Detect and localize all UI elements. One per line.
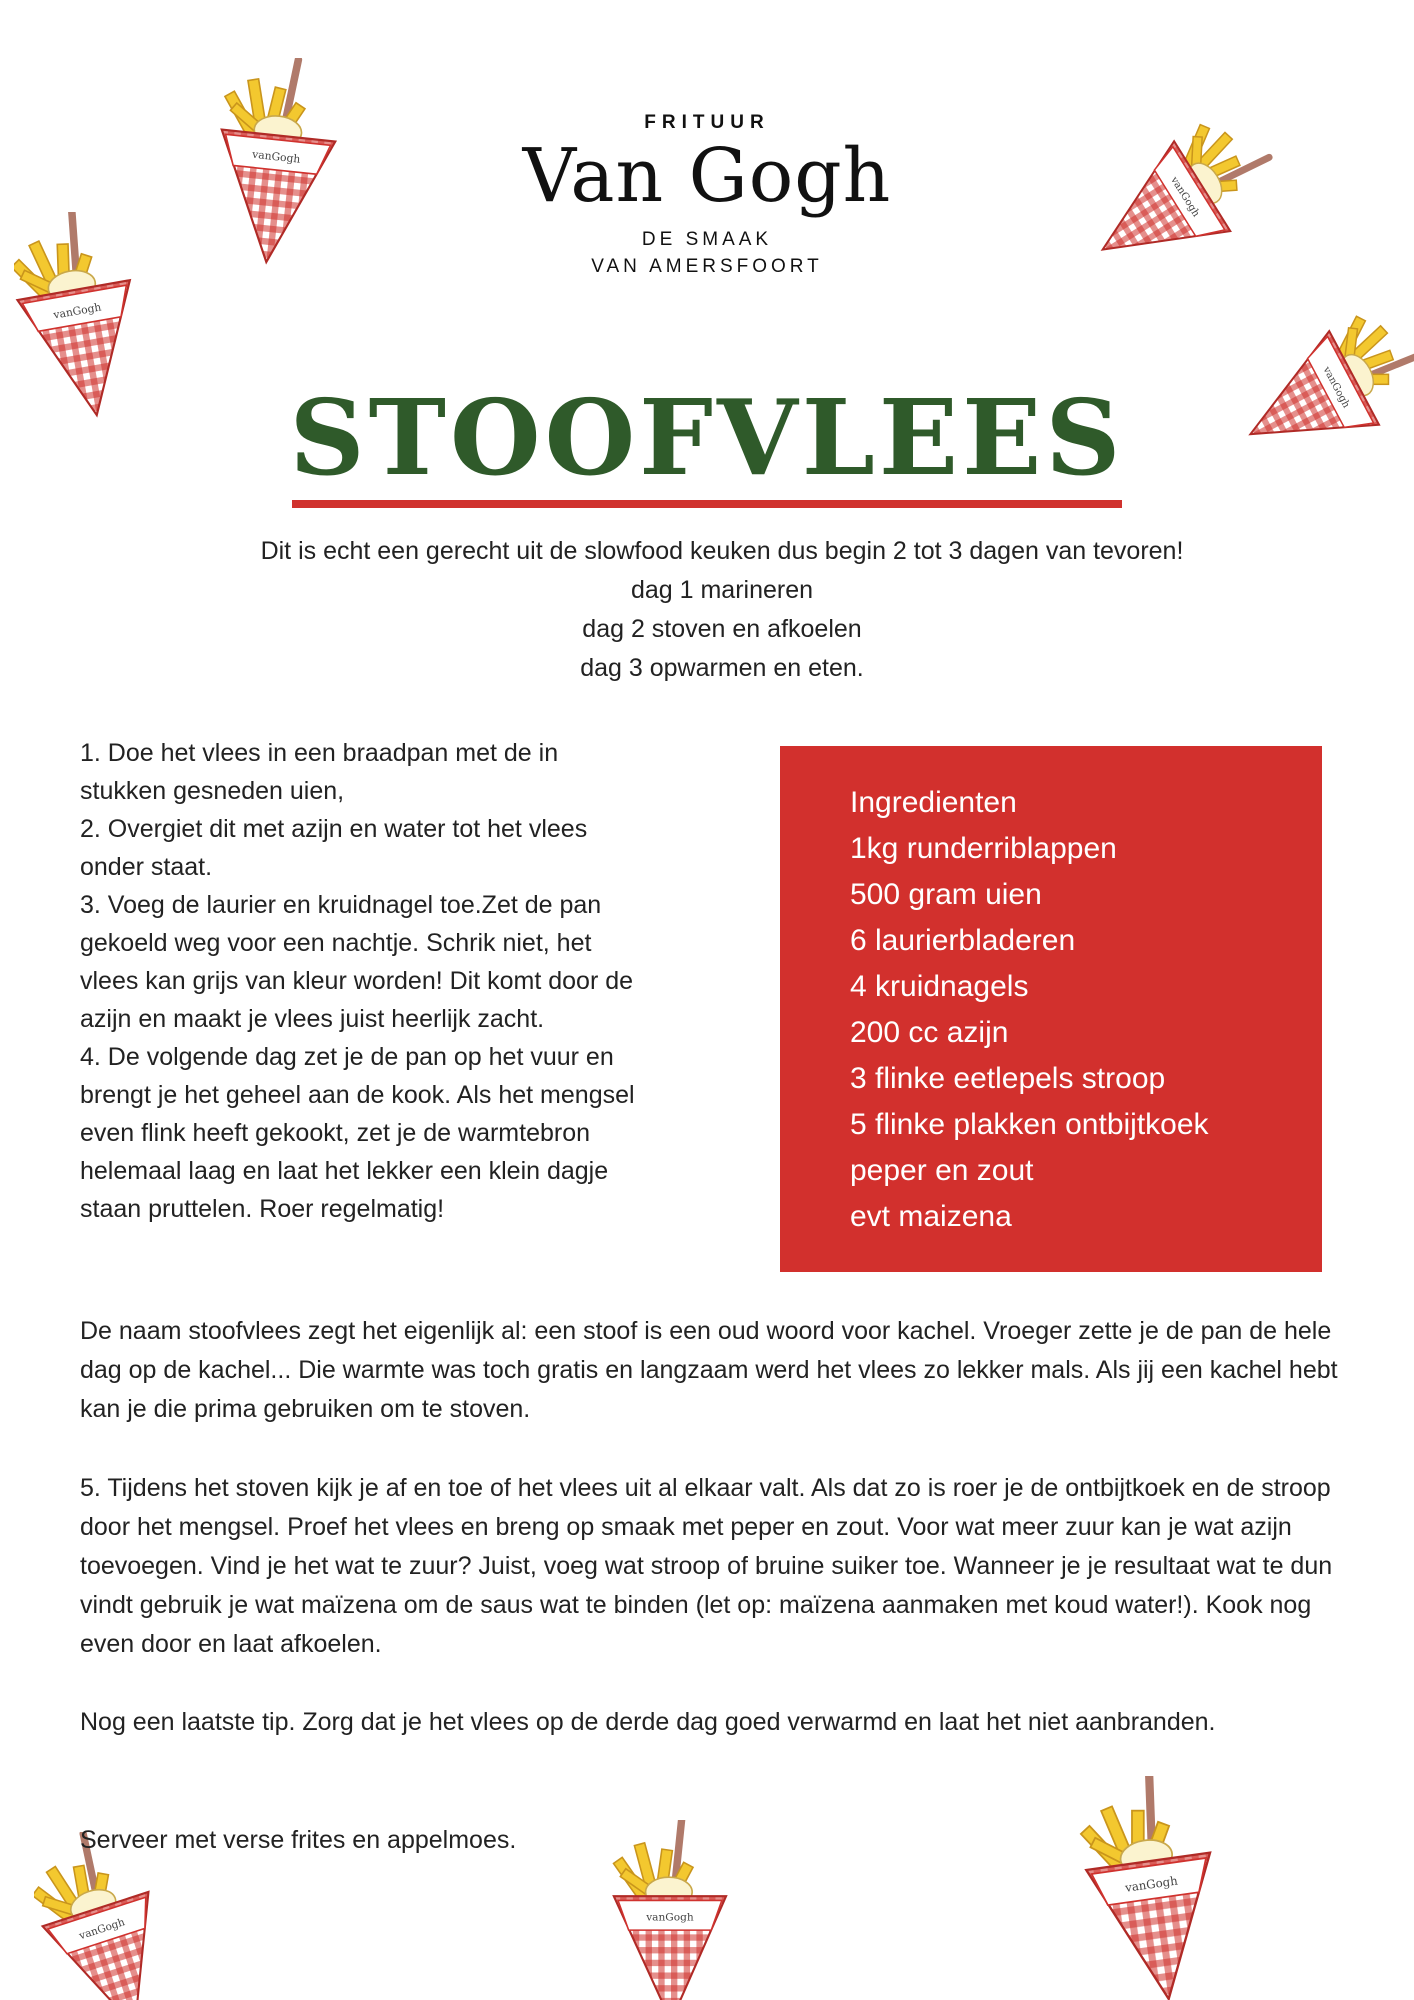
paragraph-serve: Serveer met verse frites en appelmoes. xyxy=(80,1826,517,1854)
paragraph-step-5: 5. Tijdens het stoven kijk je af en toe of het vlees uit al elkaar valt. Als dat zo is roer je de ontbijtkoek en de stroop door het mengsel. Proef het vlees en breng op smaak met peper en zout. Voor wat meer zuur kan je wat azijn toevoegen. Vind je het wat te zuur? Juist, voeg wat stroop of bruine suiker toe. Wanneer je je resultaat wat te dun vindt gebruik je wat maïzena om de saus wat te binden (let op: maïzena aanmaken met koud water!). Kook nog even door en laat afkoelen. xyxy=(80,1474,1333,1658)
ingredient-item: 3 flinke eetlepels stroop xyxy=(850,1062,1166,1095)
ingredient-item: 500 gram uien xyxy=(850,878,1042,911)
ingredient-item: 6 laurierbladeren xyxy=(850,924,1076,957)
intro-line: dag 2 stoven en afkoelen xyxy=(582,615,862,643)
ingredient-item: 1kg runderriblappen xyxy=(850,832,1117,865)
brand-tagline-line: DE SMAAK xyxy=(641,229,773,250)
ingredient-item: 4 kruidnagels xyxy=(850,970,1029,1003)
ingredients-list xyxy=(850,780,1209,1240)
ingredient-item: 5 flinke plakken ontbijtkoek xyxy=(850,1108,1209,1141)
fries-cone-icon xyxy=(1074,1776,1244,2000)
intro-text xyxy=(0,532,1414,688)
ingredient-item: 200 cc azijn xyxy=(850,1016,1009,1049)
intro-line: dag 1 marineren xyxy=(630,576,814,604)
page-title: STOOFVLEES xyxy=(289,376,1125,499)
ingredient-item: evt maizena xyxy=(850,1200,1012,1233)
intro-line: dag 3 opwarmen en eten. xyxy=(580,654,864,682)
intro-line: Dit is echt een gerecht uit de slowfood keuken dus begin 2 tot 3 dagen van tevoren! xyxy=(260,537,1184,565)
brand-name: Van Gogh xyxy=(522,133,892,219)
brand-frituur: FRITUUR xyxy=(644,112,770,133)
brand-tagline xyxy=(0,226,1414,280)
paragraph-stoof: De naam stoofvlees zegt het eigenlijk al: een stoof is een oud woord voor kachel. Vroeger zette je de pan de hele dag op de kachel... Die warmte was toch gratis en langzaam werd het vlees zo lekker mals. Als jij een kachel hebt kan je die prima gebruiken om te stoven. xyxy=(80,1317,1338,1423)
ingredient-item: peper en zout xyxy=(850,1154,1034,1187)
ingredients-heading: Ingredienten xyxy=(850,786,1017,819)
recipe-steps: 1. Doe het vlees in een braadpan met de in stukken gesneden uien, 2. Overgiet dit met azijn en water tot het vlees onder staat. 3. Voeg de laurier en kruidnagel toe.Zet de pan gekoeld weg voor een nachtje. Schrik niet, het vlees kan grijs van kleur worden! Dit komt door de azijn en maakt je vlees juist heerlijk zacht. 4. De volgende dag zet je de pan op het vuur en brengt je het geheel aan de kook. Als het mengsel even flink heeft gekookt, zet je de warmtebron helemaal laag en laat het lekker een klein dagje staan pruttelen. Roer regelmatig! xyxy=(80,739,635,1223)
title-underline xyxy=(292,500,1122,508)
brand-tagline-line: VAN AMERSFOORT xyxy=(591,256,823,277)
paragraph-tip: Nog een laatste tip. Zorg dat je het vlees op de derde dag goed verwarmd en laat het niet aanbranden. xyxy=(80,1708,1216,1736)
ingredients-box xyxy=(780,746,1322,1272)
